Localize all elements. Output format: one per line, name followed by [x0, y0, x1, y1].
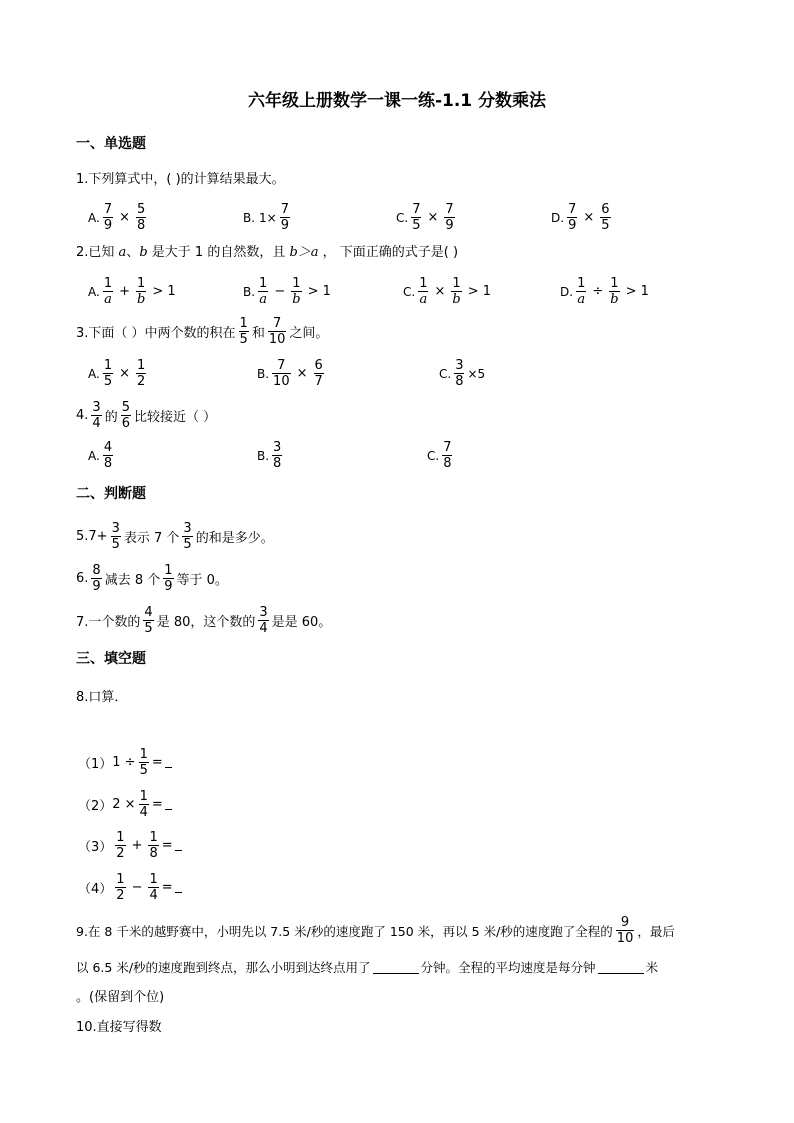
q2-option-b[interactable]	[243, 277, 334, 306]
option-label: B.	[243, 210, 256, 225]
q1-option-c[interactable]	[396, 203, 458, 232]
fraction: $\frac{7}{9}$	[445, 202, 454, 233]
q1-option-b[interactable]	[243, 203, 293, 232]
inequality-rhs: > 1	[307, 284, 331, 299]
q8-item-1: （1） 1 ÷ $\frac{1}{5}$ =	[78, 748, 172, 777]
option-label: C.	[427, 448, 440, 463]
option-label: C.	[439, 366, 452, 381]
question-4-stem: 4. $\frac{3}{4}$ 的 $\frac{5}{6}$ 比较接近（ ）	[76, 400, 217, 431]
q3-option-a[interactable]	[88, 359, 149, 388]
inequality-rhs: > 1	[467, 284, 492, 299]
option-label: B.	[257, 448, 270, 463]
fraction: $\frac{7}{5}$	[412, 202, 421, 233]
fraction: $\frac{1}{5}$	[103, 358, 113, 389]
q8-item-4: （4） $\frac{1}{2}$ − $\frac{1}{4}$ =	[78, 873, 182, 902]
expression-lead: 1×	[259, 210, 277, 225]
q4-option-a[interactable]	[88, 441, 116, 470]
fraction: $\frac{1}{b}$	[137, 276, 146, 307]
answer-blank[interactable]	[165, 757, 172, 768]
fraction: $\frac{1}{b}$	[292, 276, 301, 307]
operator: ×	[296, 366, 308, 381]
expression-tail: ×5	[467, 366, 486, 381]
fraction: $\frac{1}{a}$	[577, 276, 586, 307]
question-8-stem: 8.口算．	[76, 690, 128, 705]
operator: ×	[583, 210, 595, 225]
option-label: B.	[257, 366, 270, 381]
operator: −	[274, 284, 286, 299]
q4-option-b[interactable]	[257, 441, 285, 470]
option-label: C.	[396, 210, 409, 225]
fraction: $\frac{7}{9}$	[568, 202, 577, 233]
option-label: B.	[243, 284, 256, 299]
section-heading-single-choice: 一、单选题	[76, 136, 146, 152]
fraction: $\frac{7}{9}$	[280, 202, 290, 233]
fraction: $\frac{1}{2}$	[137, 358, 146, 389]
answer-blank[interactable]	[165, 799, 172, 810]
option-label: A.	[88, 448, 100, 463]
question-7: 7.一个数的 $\frac{4}{5}$ 是 80，这个数的 $\frac{3}{4}$ 是是 60。	[76, 605, 332, 636]
question-10-stem: 10.直接写得数	[76, 1020, 162, 1035]
option-label: A.	[88, 284, 100, 299]
option-label: D.	[560, 284, 574, 299]
option-label: D.	[551, 210, 565, 225]
operator: ×	[119, 366, 130, 381]
q1-option-d[interactable]	[551, 203, 614, 232]
fraction: $\frac{7}{9}$	[103, 202, 113, 233]
fraction: $\frac{1}{a}$	[419, 276, 428, 307]
fraction: $\frac{7}{8}$	[443, 440, 452, 471]
fraction: $\frac{1}{a}$	[259, 276, 268, 307]
q4-option-c[interactable]	[427, 441, 455, 470]
q8-item-3: （3） $\frac{1}{2}$ + $\frac{1}{8}$ =	[78, 831, 182, 860]
q1-option-a[interactable]	[88, 203, 149, 232]
question-9-line-1: 9.在 8 千米的越野赛中，小明先以 7.5 米/秒的速度跑了 150 米，再以 5 米/秒的速度跑了全程的 $\frac{9}{10}$ ，最后	[76, 915, 675, 946]
fraction: $\frac{3}{8}$	[455, 358, 464, 389]
question-1-stem: 1.下列算式中，( )的计算结果最大。	[76, 172, 285, 187]
page-title: 六年级上册数学一课一练-1.1 分数乘法	[247, 91, 547, 111]
operator: ×	[119, 210, 130, 225]
question-2-stem: 2.已知 a、b 是大于 1 的自然数，且 b＞a ， 下面正确的式子是( )	[76, 245, 459, 260]
fraction: $\frac{6}{5}$	[601, 202, 610, 233]
option-label: C.	[403, 284, 416, 299]
question-3-stem: 3.下面（ ）中两个数的积在 $\frac{1}{5}$ 和 $\frac{7}{10}$ 之间。	[76, 316, 329, 347]
answer-blank[interactable]	[175, 882, 182, 893]
question-9-line-3: 。(保留到个位)	[76, 990, 165, 1005]
q2-option-a[interactable]	[88, 277, 179, 306]
fraction: $\frac{6}{7}$	[314, 358, 323, 389]
operator: +	[119, 284, 130, 299]
fraction: $\frac{4}{8}$	[103, 440, 113, 471]
question-9-line-2: 以 6.5 米/秒的速度跑到终点，那么小明到达终点用了 分钟。全程的平均速度是每分钟 米	[76, 960, 659, 975]
option-label: A.	[88, 366, 100, 381]
fraction: $\frac{1}{b}$	[452, 276, 461, 307]
question-6: 6. $\frac{8}{9}$ 减去 8 个 $\frac{1}{9}$ 等于 0。	[76, 563, 228, 594]
inequality-rhs: > 1	[152, 284, 176, 299]
operator: ÷	[592, 284, 604, 299]
section-heading-fill-in: 三、填空题	[76, 651, 146, 667]
answer-blank-meters[interactable]	[598, 961, 644, 974]
section-heading-true-false: 二、判断题	[76, 486, 146, 502]
answer-blank-minutes[interactable]	[373, 961, 419, 974]
fraction: $\frac{5}{8}$	[137, 202, 146, 233]
q3-option-b[interactable]	[257, 359, 327, 388]
option-label: A.	[88, 210, 100, 225]
operator: ×	[434, 284, 446, 299]
fraction: $\frac{7}{10}$	[273, 358, 290, 389]
answer-blank[interactable]	[175, 840, 182, 851]
fraction: $\frac{3}{8}$	[273, 440, 282, 471]
inequality-rhs: > 1	[625, 284, 649, 299]
question-5: 5.7+ $\frac{3}{5}$ 表示 7 个 $\frac{3}{5}$ 的和是多少。	[76, 521, 274, 552]
fraction: $\frac{1}{b}$	[610, 276, 619, 307]
q2-option-d[interactable]	[560, 277, 652, 306]
q2-option-c[interactable]	[403, 277, 494, 306]
q3-option-c[interactable]	[439, 359, 485, 388]
q8-item-2: （2） 2 × $\frac{1}{4}$ =	[78, 790, 172, 819]
operator: ×	[427, 210, 439, 225]
fraction: $\frac{1}{a}$	[103, 276, 113, 307]
